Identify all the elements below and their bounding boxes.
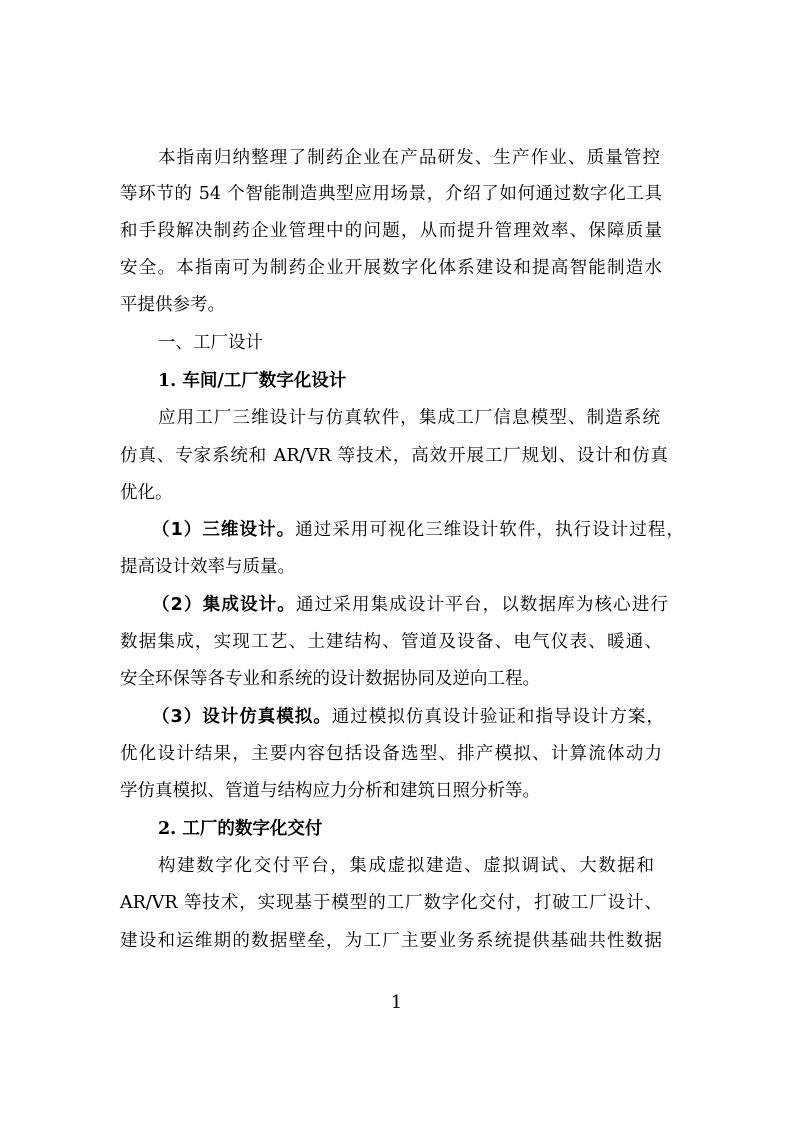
item-text: 通过模拟仿真设计验证和指导设计方案，: [331, 707, 664, 727]
subsection-heading: 1. 车间/工厂数字化设计: [158, 371, 347, 391]
item-label: （3）设计仿真模拟。: [152, 707, 332, 727]
subsection-heading: 2. 工厂的数字化交付: [158, 819, 323, 839]
paragraph-line: 等环节的 54 个智能制造典型应用场景，介绍了如何通过数字化工具: [120, 184, 662, 204]
paragraph-line: 安全。本指南可为制药企业开展数字化体系建设和提高智能制造水: [120, 258, 662, 278]
paragraph-line: 仿真、专家系统和 AR/VR 等技术，高效开展工厂规划、设计和仿真: [120, 446, 668, 466]
paragraph-line: [152, 517, 684, 543]
item-label: （2）集成设计。: [152, 595, 296, 615]
paragraph-line: [152, 704, 664, 730]
section-heading: 一、工厂设计: [158, 333, 263, 353]
paragraph-line: 数据集成，实现工艺、土建结构、管道及设备、电气仪表、暖通、: [120, 632, 662, 652]
page-number: 1: [390, 992, 403, 1013]
item-label: （1）三维设计。: [152, 520, 296, 540]
paragraph-line: 应用工厂三维设计与仿真软件，集成工厂信息模型、制造系统: [158, 408, 660, 428]
paragraph-line: 学仿真模拟、管道与结构应力分析和建筑日照分析等。: [120, 781, 540, 801]
paragraph-line: 构建数字化交付平台，集成虚拟建造、虚拟调试、大数据和: [158, 856, 654, 876]
paragraph-line: 安全环保等各专业和系统的设计数据协同及逆向工程。: [120, 669, 540, 689]
paragraph-line: AR/VR 等技术，实现基于模型的工厂数字化交付，打破工厂设计、: [120, 893, 662, 913]
item-text: 通过采用可视化三维设计软件，执行设计过程，: [295, 520, 684, 540]
item-text: 通过采用集成设计平台，以数据库为核心进行: [295, 595, 669, 615]
paragraph-line: [152, 592, 668, 618]
paragraph-line: 优化。: [120, 483, 173, 503]
paragraph-line: 提高设计效率与质量。: [120, 557, 295, 577]
paragraph-line: 平提供参考。: [120, 295, 225, 315]
paragraph-line: 优化设计结果，主要内容包括设备选型、排产模拟、计算流体动力: [120, 744, 662, 764]
paragraph-line: 和手段解决制药企业管理中的问题，从而提升管理效率、保障质量: [120, 221, 662, 241]
paragraph-line: 建设和运维期的数据壁垒，为工厂主要业务系统提供基础共性数据: [120, 931, 662, 951]
paragraph-line: 本指南归纳整理了制药企业在产品研发、生产作业、质量管控: [158, 148, 660, 168]
